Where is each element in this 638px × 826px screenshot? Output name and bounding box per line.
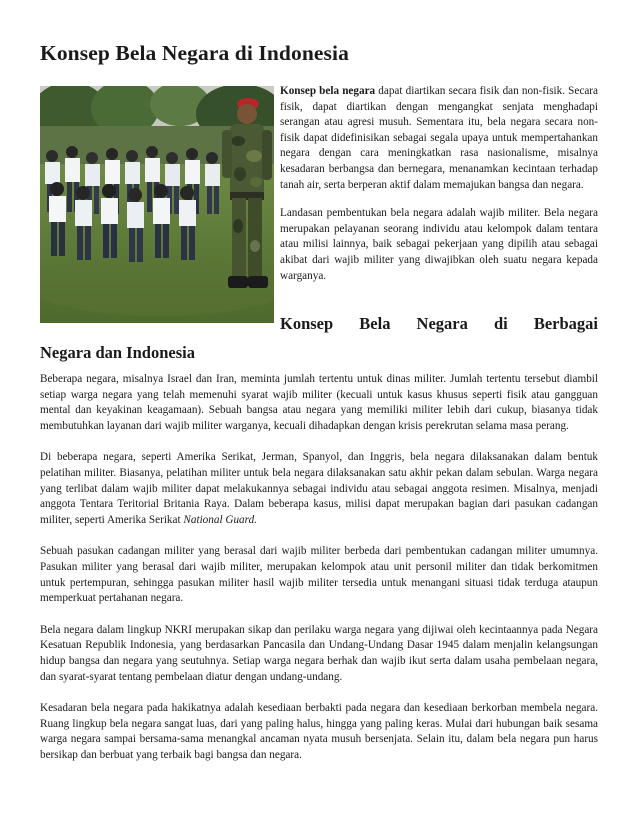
national-guard-term: National Guard. xyxy=(183,514,257,527)
intro-lead: Konsep bela negara xyxy=(280,85,376,97)
body-paragraph-4: Bela negara dalam lingkup NKRI merupakan sikap dan perilaku warga negara yang dijiwai oleh kecintaannya pada Negara Kesatuan Republik Indonesia, yang berdasarkan Pancasila dan Undang-Undang Dasar 1945 dalam menjalin kelangsungan hidup bangsa dan negara yang seutuhnya. Setiap warga negara berhak dan wajib ikut serta dalam usaha pembelaan negara, dan syarat-syarat tentang pembelaan diatur dengan undang-undang. xyxy=(40,623,598,683)
body-paragraph-3: Sebuah pasukan cadangan militer yang berasal dari wajib militer berbeda dari pembentukan cadangan militer umumnya. Pasukan militer yang berasal dari wajib militer, merupakan kelompok atau unit personil militer dan tidak berkomitmen untuk pertempuran, sehingga pasukan militer hasil wajib militer tersedia untuk menangani situasi tidak terduga ataupun memperkuat pertahanan negara. xyxy=(40,545,598,605)
page-title: Konsep Bela Negara di Indonesia xyxy=(40,41,349,65)
body-paragraph-1: Beberapa negara, misalnya Israel dan Iran, meminta jumlah tertentu untuk dinas militer. Jumlah tertentu tersebut diambil setiap warga negara yang telah memenuhi syarat wajib militer (kecuali untuk kasus khusus seperti fisik atau gangguan mental dan keyakinan keagamaan). Sebuah bangsa atau negara yang memiliki militer lebih dari cukup, biasanya tidak membutuhkan layanan dari wajib militer warganya, kecuali dihadapkan dengan krisis perekrutan selama masa perang. xyxy=(40,373,598,433)
body-paragraph-2-text: Di beberapa negara, seperti Amerika Serikat, Jerman, Spanyol, dan Inggris, bela negara dilaksanakan dalam bentuk pelatihan militer. Biasanya, pelatihan militer untuk bela negara dilaksanakan satu akhir pekan dalam sebulan. Warga negara yang terlibat dalam wajib militer dapat melakukannya sebagai individu atau sebagai anggota resimen. Misalnya, menjadi anggota Tentara Teritorial Britania Raya. Dalam beberapa kasus, milisi dapat merupakan bagian dari pasukan cadangan militer, seperti Amerika Serikat xyxy=(40,451,598,527)
intro-paragraph-1-text: dapat diartikan secara fisik dan non-fisik. Secara fisik, dapat diartikan dengan mengangkat senjata menghadapi serangan atau agresi musuh. Sementara itu, bela negara secara non-fisik dapat didefinisikan sebagai segala upaya untuk mempertahankan negara dengan cara meningkatkan rasa nasionalisme, misalnya kesadaran berbangsa dan bernegara, menanamkan kecintaan terhadap tanah air, serta berperan aktif dalam memajukan bangsa dan negara. xyxy=(280,85,598,191)
intro-paragraph-2: Landasan pembentukan bela negara adalah wajib militer. Bela negara merupakan pelayanan seorang individu atau kelompok dalam tentara atau milisi lainnya, baik sebagai pekerjaan yang dipilih atau sebagai akibat dari wajib militer yang diwajibkan oleh suatu negara kepada warganya. xyxy=(280,207,598,282)
body-text xyxy=(40,372,598,779)
section-heading-line-2: Negara dan Indonesia xyxy=(40,343,195,362)
soldier-leading-students-photo xyxy=(40,86,274,323)
photo-illustration xyxy=(40,86,274,323)
section-heading-line-1: Konsep Bela Negara di Berbagai xyxy=(280,314,598,333)
intro-paragraph-1 xyxy=(280,84,598,193)
body-paragraph-2 xyxy=(40,450,598,529)
body-paragraph-5: Kesadaran bela negara pada hakikatnya adalah kesediaan berbakti pada negara dan kesediaan berkorban membela negara. Ruang lingkup bela negara sangat luas, dari yang paling halus, hingga yang paling keras. Mulai dari hubungan baik sesama warga negara sampai bersama-sama menangkal ancaman nyata musuh bersenjata. Selain itu, dalam bela negara pun harus bersikap dan berbuat yang terbaik bagi bangsa dan negara. xyxy=(40,701,598,762)
intro-column xyxy=(280,84,598,297)
